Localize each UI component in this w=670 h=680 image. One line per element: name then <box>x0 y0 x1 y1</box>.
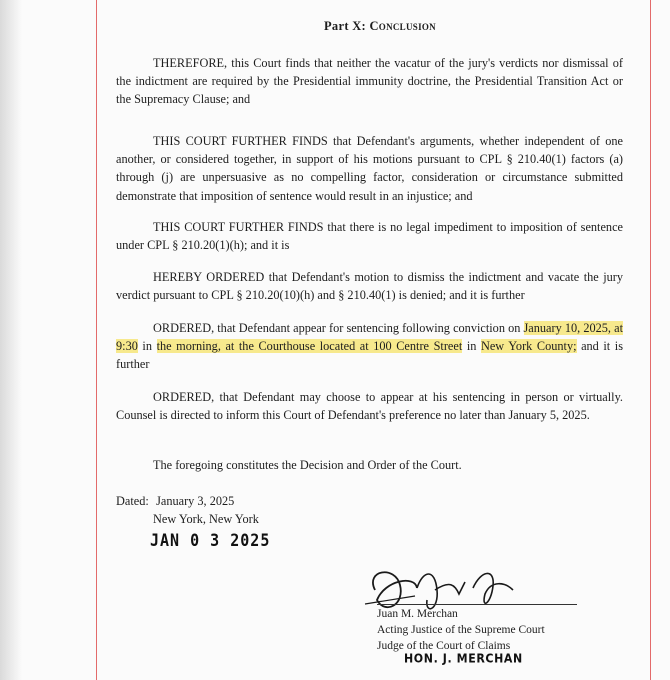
left-margin-rule <box>96 0 97 680</box>
signer-court: Judge of the Court of Claims <box>377 640 511 652</box>
heading-prefix: Part X: <box>324 19 370 33</box>
paragraph-ordered-sentencing <box>116 319 623 374</box>
dated-date: January 3, 2025 <box>156 494 235 508</box>
paragraph-therefore: THEREFORE, this Court finds that neither the vacatur of the jury's verdicts nor dismissal of the indictment are required by the Presidential immunity doctrine, the Presidential Transition Act or the Supremacy Clause; and <box>116 56 623 107</box>
sentencing-lead: ORDERED, that Defendant appear for sentencing following conviction on <box>153 321 524 335</box>
sentencing-tail: and it is further <box>116 339 623 372</box>
page-fold-shadow <box>0 0 22 680</box>
dated-block <box>116 492 259 528</box>
sentencing-connector: in <box>462 339 481 354</box>
section-heading <box>0 19 670 34</box>
paragraph-further-finds-arguments: THIS COURT FURTHER FINDS that Defendant's arguments, whether independent of one another, or considered together, in support of his motions pursuant to CPL § 210.40(1) factors (a) through (j) are unpersuasive as no compelling factor, consideration or circumstance submitted demonstrate that imposition of sentence would result in an injustice; and <box>116 134 623 203</box>
highlight-date-time: January 10, 2025, at 9:30 <box>116 321 623 354</box>
signer-title: Acting Justice of the Supreme Court <box>377 624 545 636</box>
signature-block <box>377 606 545 654</box>
highlight-county: New York County; <box>480 339 577 354</box>
highlight-location: the morning, at the Courthouse located at 100 Centre Street <box>156 339 463 354</box>
right-margin-rule <box>650 0 651 680</box>
date-stamp: JAN 0 3 2025 <box>150 529 271 551</box>
paragraph-ordered-appearance: ORDERED, that Defendant may choose to appear at his sentencing in person or virtually. Counsel is directed to inform this Court of Defendant's preference no later than January 5, 2025. <box>116 390 623 423</box>
signer-name: Juan M. Merchan <box>377 608 458 620</box>
paragraph-further-finds-impediment: THIS COURT FURTHER FINDS that there is no legal impediment to imposition of sentence under CPL § 210.20(1)(h); and it is <box>116 220 623 253</box>
paragraph-closing: The foregoing constitutes the Decision and Order of the Court. <box>153 458 462 472</box>
signature-line <box>377 604 577 605</box>
paragraph-hereby-ordered: HEREBY ORDERED that Defendant's motion to dismiss the indictment and vacate the jury verdict pursuant to CPL § 210.20(10)(h) and § 210.40(1) is denied; and it is further <box>116 270 623 303</box>
heading-title: Conclusion <box>369 19 436 33</box>
judge-name-stamp: HON. J. MERCHAN <box>404 651 523 666</box>
dated-label: Dated: <box>116 494 149 508</box>
dated-place: New York, New York <box>153 512 259 527</box>
sentencing-connector: in <box>137 339 157 354</box>
